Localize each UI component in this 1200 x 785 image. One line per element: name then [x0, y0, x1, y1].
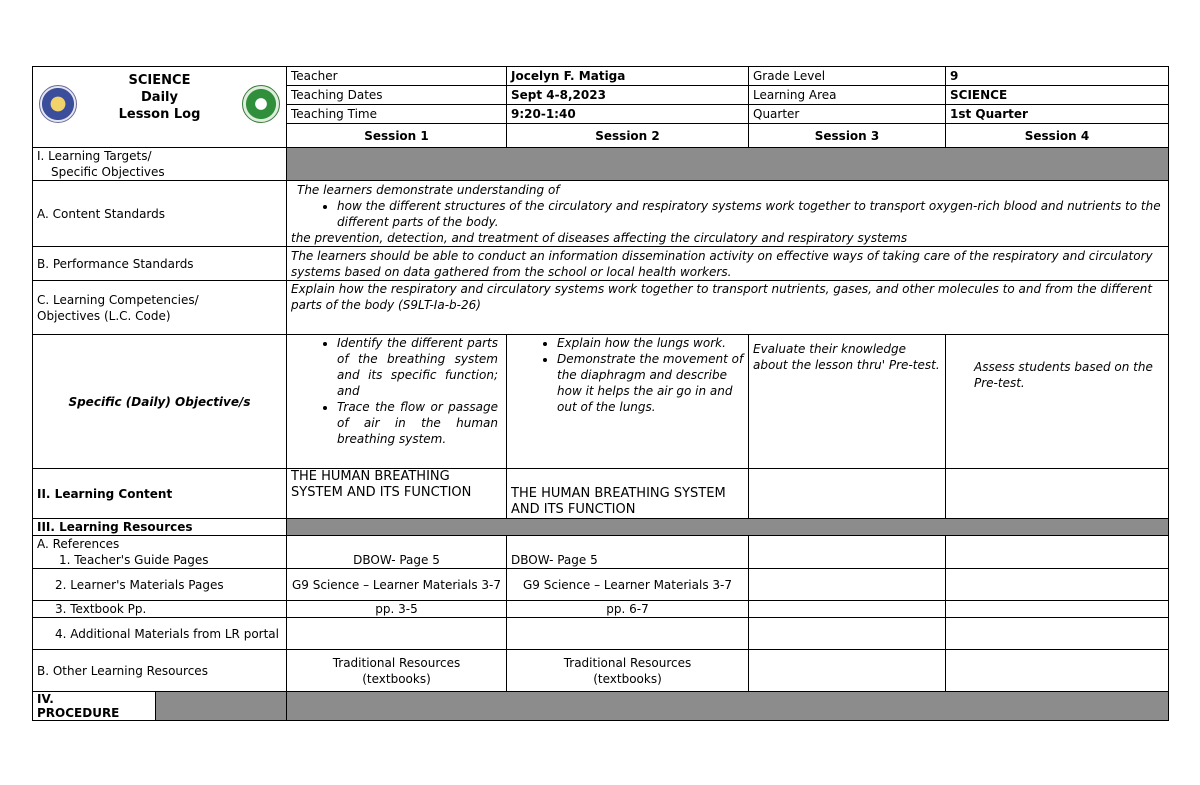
- session-4-header: Session 4: [946, 124, 1169, 148]
- area-value: SCIENCE: [946, 86, 1169, 105]
- session-4-other: [946, 650, 1169, 692]
- competencies-text: Explain how the respiratory and circulatory systems work together to transport nutrients, gases, and other molecules to and from the different parts of the body (S9LT-Ia-b-26): [287, 281, 1169, 335]
- quarter-value: 1st Quarter: [946, 105, 1169, 124]
- content-standards-label: A. Content Standards: [33, 181, 287, 247]
- learning-targets-shaded: [287, 148, 1169, 181]
- dates-label: Teaching Dates: [287, 86, 507, 105]
- session-3-other: [749, 650, 946, 692]
- session-3-content: [749, 469, 946, 519]
- session-3-add: [749, 618, 946, 650]
- time-label: Teaching Time: [287, 105, 507, 124]
- session-1-content: THE HUMAN BREATHING SYSTEM AND ITS FUNCTION: [287, 469, 507, 519]
- procedure-label: IV. PROCEDURE: [33, 692, 156, 721]
- additional-materials-label: 4. Additional Materials from LR portal: [33, 618, 287, 650]
- session-3-lm: [749, 569, 946, 601]
- session-3-tb: [749, 601, 946, 618]
- session-1-tb: pp. 3-5: [287, 601, 507, 618]
- session-2-tb: pp. 6-7: [507, 601, 749, 618]
- session-1-header: Session 1: [287, 124, 507, 148]
- references-label: A. References 1. Teacher's Guide Pages: [33, 536, 287, 569]
- session-1-tg: DBOW- Page 5: [287, 536, 507, 569]
- competencies-label: C. Learning Competencies/ Objectives (L.C. Code): [33, 281, 287, 335]
- dates-value: Sept 4-8,2023: [507, 86, 749, 105]
- session-2-header: Session 2: [507, 124, 749, 148]
- session-2-add: [507, 618, 749, 650]
- session-4-tg: [946, 536, 1169, 569]
- performance-standards-text: The learners should be able to conduct an information dissemination activity on effective ways of taking care of the respiratory and circulatory systems based on data gathered from the school or local health workers.: [287, 247, 1169, 281]
- session-3-tg: [749, 536, 946, 569]
- teacher-label: Teacher: [287, 67, 507, 86]
- learning-content-label: II. Learning Content: [33, 469, 287, 519]
- daily-lesson-log-table: [32, 66, 1169, 721]
- school-seal-icon: [242, 85, 280, 123]
- grade-value: 9: [946, 67, 1169, 86]
- content-standards-text: The learners demonstrate understanding of • how the different structures of the circulatory and respiratory systems work together to transport oxygen-rich blood and nutrients to the different parts of the body. the prevention, detection, and treatment of diseases affecting the circulatory and respiratory systems: [287, 181, 1169, 247]
- session-2-objectives: • Explain how the lungs work. • Demonstrate the movement of the diaphragm and describe how it helps the air go in and out of the lungs.: [507, 335, 749, 469]
- learning-resources-shaded: [287, 519, 1169, 536]
- session-4-content: [946, 469, 1169, 519]
- session-1-add: [287, 618, 507, 650]
- session-4-objective: Assess students based on the Pre-test.: [946, 335, 1169, 469]
- teacher-value: Jocelyn F. Matiga: [507, 67, 749, 86]
- area-label: Learning Area: [749, 86, 946, 105]
- procedure-shaded-left: [156, 692, 287, 721]
- session-1-other: Traditional Resources (textbooks): [287, 650, 507, 692]
- session-1-objectives: • Identify the different parts of the breathing system and its specific function; and • Trace the flow or passage of air in the human breathing system.: [287, 335, 507, 469]
- specific-objectives-label: Specific (Daily) Objective/s: [33, 335, 287, 469]
- session-2-content: THE HUMAN BREATHING SYSTEM AND ITS FUNCTION: [507, 469, 749, 519]
- deped-seal-icon: [39, 85, 77, 123]
- grade-label: Grade Level: [749, 67, 946, 86]
- session-3-objective: Evaluate their knowledge about the lesson thru' Pre-test.: [749, 335, 946, 469]
- performance-standards-label: B. Performance Standards: [33, 247, 287, 281]
- session-4-add: [946, 618, 1169, 650]
- textbook-label: 3. Textbook Pp.: [33, 601, 287, 618]
- session-3-header: Session 3: [749, 124, 946, 148]
- session-2-tg: DBOW- Page 5: [507, 536, 749, 569]
- doc-title: SCIENCE Daily Lesson Log: [118, 72, 201, 122]
- header-title-cell: [33, 67, 287, 148]
- procedure-shaded-right: [287, 692, 1169, 721]
- learning-targets-label: I. Learning Targets/ Specific Objectives: [33, 148, 287, 181]
- session-1-lm: G9 Science – Learner Materials 3-7: [287, 569, 507, 601]
- other-resources-label: B. Other Learning Resources: [33, 650, 287, 692]
- session-4-tb: [946, 601, 1169, 618]
- lm-label: 2. Learner's Materials Pages: [33, 569, 287, 601]
- session-2-other: Traditional Resources (textbooks): [507, 650, 749, 692]
- time-value: 9:20-1:40: [507, 105, 749, 124]
- quarter-label: Quarter: [749, 105, 946, 124]
- session-4-lm: [946, 569, 1169, 601]
- learning-resources-label: III. Learning Resources: [33, 519, 287, 536]
- session-2-lm: G9 Science – Learner Materials 3-7: [507, 569, 749, 601]
